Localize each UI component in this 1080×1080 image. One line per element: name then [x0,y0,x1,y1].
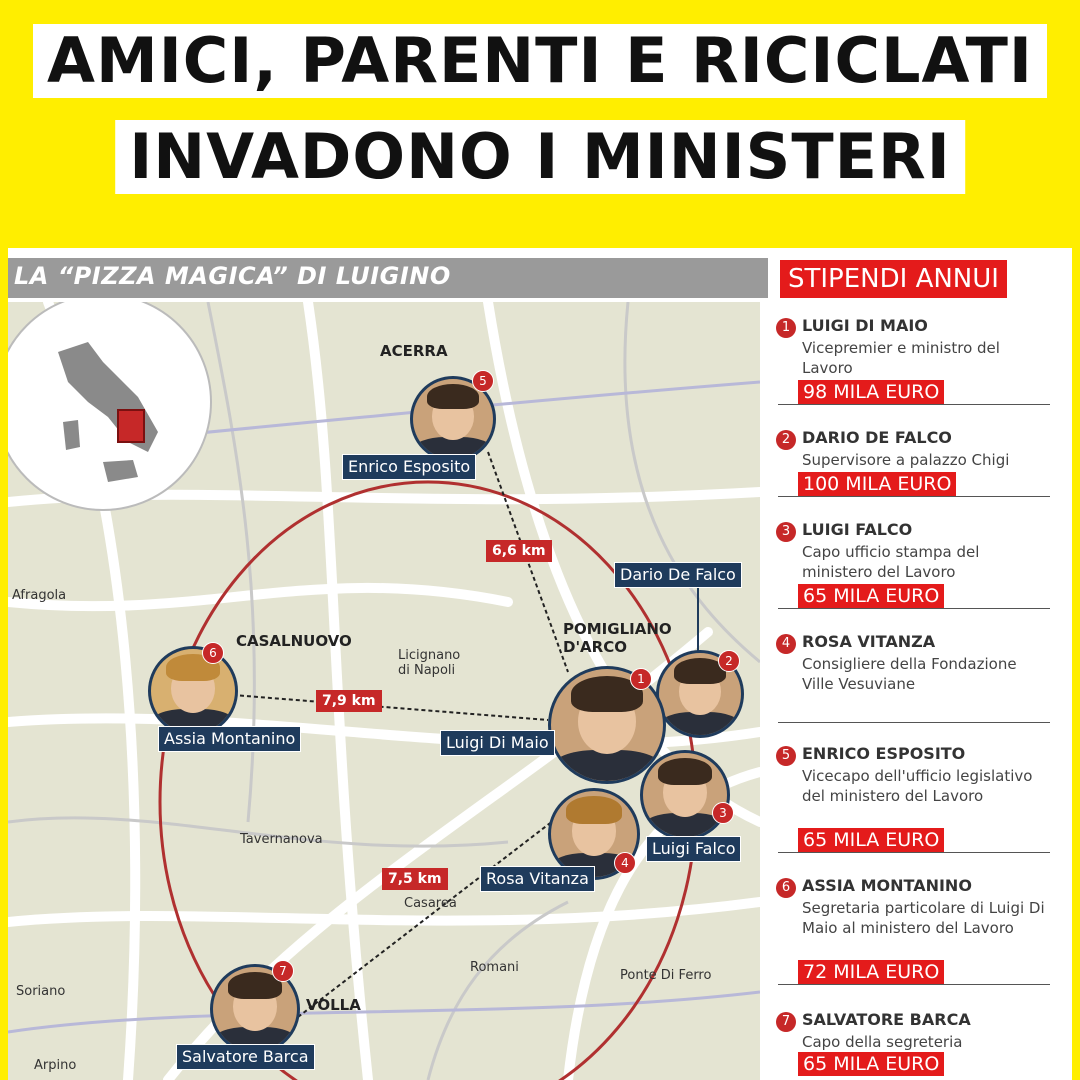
panel-title: LA “PIZZA MAGICA” DI LUIGINO [14,262,451,290]
infographic-panel [8,248,1072,1080]
avatar-luigi-falco [640,750,730,840]
label-assia-montanino: Assia Montanino [158,726,301,752]
legend-divider [778,722,1050,723]
distance-label-3: 7,5 km [382,868,448,890]
legend-number: 4 [776,634,796,654]
legend-divider [778,404,1050,405]
place-romani: Romani [470,960,519,975]
legend-name: ASSIA MONTANINO [802,876,972,895]
badge-1: 1 [630,668,652,690]
badge-7: 7 [272,960,294,982]
legend-role: Consigliere della Fondazione Ville Vesuviane [802,655,1017,693]
badge-6: 6 [202,642,224,664]
distance-label-2: 7,9 km [316,690,382,712]
legend-salary: 65 MILA EURO [798,828,944,852]
map [8,302,760,1080]
legend-entry-2 [768,428,1058,508]
label-luigi-falco: Luigi Falco [646,836,741,862]
label-salvatore-barca: Salvatore Barca [176,1044,315,1070]
place-volla: VOLLA [306,996,361,1014]
legend-salary: 65 MILA EURO [798,1052,944,1076]
legend-number: 5 [776,746,796,766]
legend-name: SALVATORE BARCA [802,1010,971,1029]
legend-name: ROSA VITANZA [802,632,936,651]
place-licignano: Licignano di Napoli [398,648,461,678]
legend-name: LUIGI FALCO [802,520,913,539]
label-dario-de-falco: Dario De Falco [614,562,742,588]
place-afragola: Afragola [12,588,67,603]
legend-salary: 72 MILA EURO [798,960,944,984]
place-casarea: Casarea [404,896,457,911]
place-tavernanova: Tavernanova [240,832,323,847]
legend-salary: 65 MILA EURO [798,584,944,608]
legend-entry-7 [768,1010,1058,1080]
legend-divider [778,852,1050,853]
legend-divider [778,608,1050,609]
legend-number: 1 [776,318,796,338]
label-rosa-vitanza: Rosa Vitanza [480,866,595,892]
headline-line-2: INVADONO I MINISTERI [115,120,965,194]
label-luigi-di-maio: Luigi Di Maio [440,730,555,756]
legend-number: 3 [776,522,796,542]
legend-divider [778,496,1050,497]
legend-number: 2 [776,430,796,450]
legend-entry-5 [768,744,1058,864]
place-pomigliano: POMIGLIANO D'ARCO [563,620,672,656]
badge-5: 5 [472,370,494,392]
headline-line-1: AMICI, PARENTI E RICICLATI [33,24,1047,98]
place-arpino: Arpino [34,1058,77,1073]
place-acerra: ACERRA [380,342,448,360]
legend-role: Vicepremier e ministro del Lavoro [802,339,1000,377]
legend-name: LUIGI DI MAIO [802,316,928,335]
legend-entry-4 [768,632,1058,732]
avatar-assia-montanino [148,646,238,736]
legend-name: DARIO DE FALCO [802,428,952,447]
legend-role: Segretaria particolare di Luigi Di Maio al ministero del Lavoro [802,899,1045,937]
salary-header: STIPENDI ANNUI [780,260,1007,298]
place-ponte-di-ferro: Ponte Di Ferro [620,968,712,983]
badge-4: 4 [614,852,636,874]
legend-number: 7 [776,1012,796,1032]
legend-entry-1 [768,316,1058,416]
badge-3: 3 [712,802,734,824]
legend-name: ENRICO ESPOSITO [802,744,966,763]
legend-divider [778,984,1050,985]
legend-entry-6 [768,876,1058,996]
legend-role: Capo della segreteria [802,1033,963,1051]
place-soriano: Soriano [16,984,66,999]
legend-number: 6 [776,878,796,898]
distance-label-1: 6,6 km [486,540,552,562]
legend-salary: 98 MILA EURO [798,380,944,404]
place-casalnuovo: CASALNUOVO [236,632,352,650]
legend-salary: 100 MILA EURO [798,472,956,496]
legend-role: Capo ufficio stampa del ministero del Lavoro [802,543,980,581]
legend-entry-3 [768,520,1058,630]
badge-2: 2 [718,650,740,672]
legend-role: Supervisore a palazzo Chigi [802,451,1010,469]
legend-role: Vicecapo dell'ufficio legislativo del ministero del Lavoro [802,767,1033,805]
panel-header-bar [8,258,768,298]
label-enrico-esposito: Enrico Esposito [342,454,476,480]
